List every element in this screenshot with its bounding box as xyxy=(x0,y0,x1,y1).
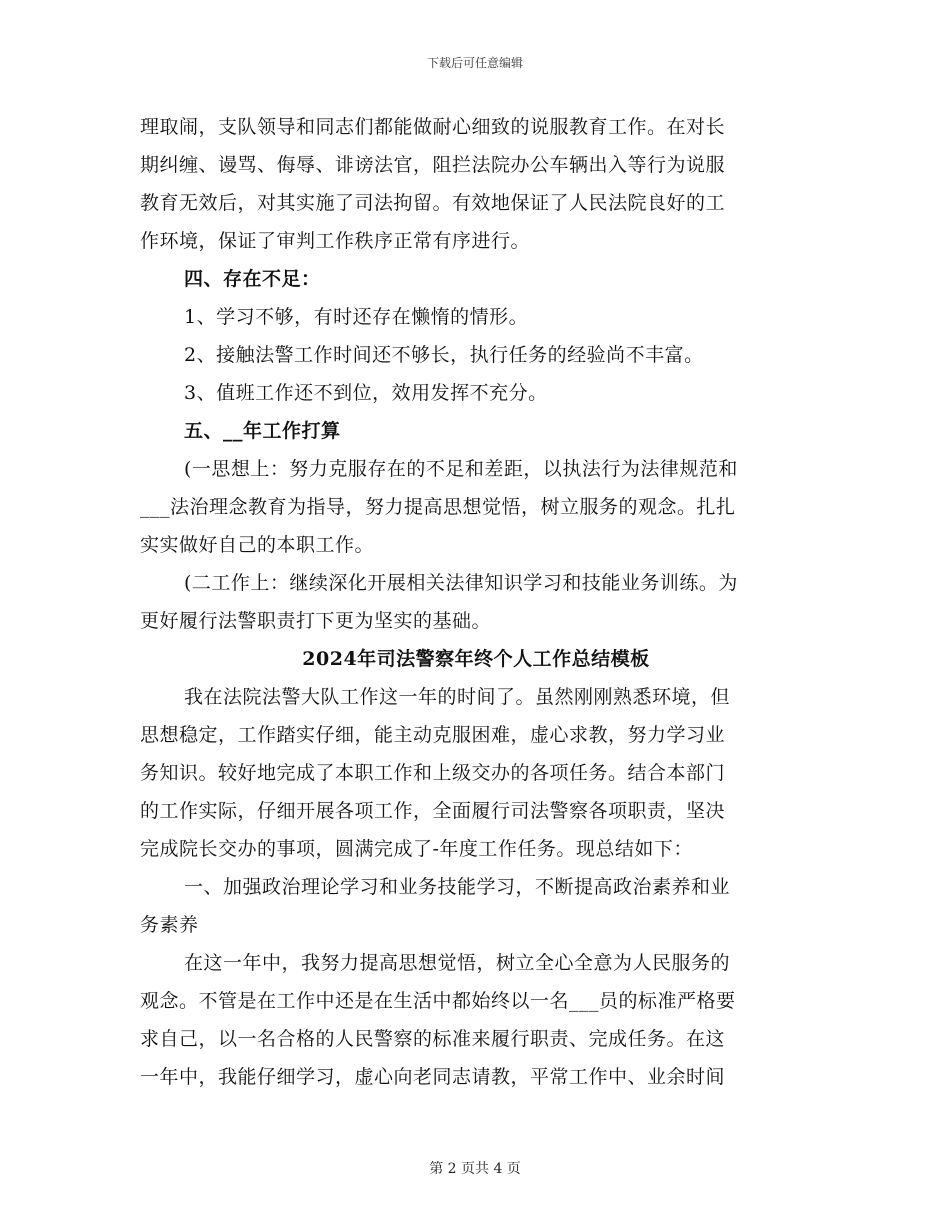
paragraph-line: ___法治理念教育为指导，努力提高思想觉悟，树立服务的观念。扎扎 xyxy=(140,496,736,518)
section-heading: 一、加强政治理论学习和业务技能学习，不断提高政治素养和业 xyxy=(184,876,731,898)
paragraph-line: 的工作实际，仔细开展各项工作，全面履行司法警察各项职责，坚决 xyxy=(140,800,726,822)
page-footer: 第 2 页共 4 页 xyxy=(429,1161,521,1177)
paragraph-line: 理取闹，支队领导和同志们都能做耐心细致的说服教育工作。在对长 xyxy=(140,116,726,138)
document-body xyxy=(140,108,812,1096)
section-heading: 五、__年工作打算 xyxy=(184,420,341,442)
paragraph-line: (二工作上：继续深化开展相关法律知识学习和技能业务训练。为 xyxy=(184,572,738,594)
paragraph-line: 思想稳定，工作踏实仔细，能主动克服困难，虚心求教，努力学习业 xyxy=(140,724,726,746)
paragraph-line: 完成院长交办的事项，圆满完成了-年度工作任务。现总结如下： xyxy=(140,838,693,860)
paragraph-line: 我在法院法警大队工作这一年的时间了。虽然刚刚熟悉环境，但 xyxy=(184,686,731,708)
section-heading: 四、存在不足： xyxy=(184,268,321,290)
list-item: 2、接触法警工作时间还不够长，执行任务的经验尚不丰富。 xyxy=(184,344,704,366)
list-item: 1、学习不够，有时还存在懒惰的情形。 xyxy=(184,306,529,328)
paragraph-line: 实实做好自己的本职工作。 xyxy=(140,534,375,556)
paragraph-line: 观念。不管是在工作中还是在生活中都始终以一名___员的标准严格要 xyxy=(140,990,736,1012)
paragraph-line: 务知识。较好地完成了本职工作和上级交办的各项任务。结合本部门 xyxy=(140,762,726,784)
list-item: 3、值班工作还不到位，效用发挥不充分。 xyxy=(184,382,548,404)
paragraph-line: 求自己，以一名合格的人民警察的标准来履行职责、完成任务。在这 xyxy=(140,1028,726,1050)
paragraph-line: (一思想上：努力克服存在的不足和差距，以执法行为法律规范和 xyxy=(184,458,738,480)
paragraph-line: 教育无效后，对其实施了司法拘留。有效地保证了人民法院良好的工 xyxy=(140,192,726,214)
document-title: 2024年司法警察年终个人工作总结模板 xyxy=(302,648,650,670)
paragraph-line: 务素养 xyxy=(140,914,199,936)
page-header: 下载后可任意编辑 xyxy=(426,56,523,70)
paragraph-line: 在这一年中，我努力提高思想觉悟，树立全心全意为人民服务的 xyxy=(184,952,731,974)
paragraph-line: 更好履行法警职责打下更为坚实的基础。 xyxy=(140,610,492,632)
paragraph-line: 一年中，我能仔细学习，虚心向老同志请教，平常工作中、业余时间 xyxy=(140,1066,726,1088)
paragraph-line: 期纠缠、谩骂、侮辱、诽谤法官，阻拦法院办公车辆出入等行为说服 xyxy=(140,154,726,176)
paragraph-line: 作环境，保证了审判工作秩序正常有序进行。 xyxy=(140,230,531,252)
